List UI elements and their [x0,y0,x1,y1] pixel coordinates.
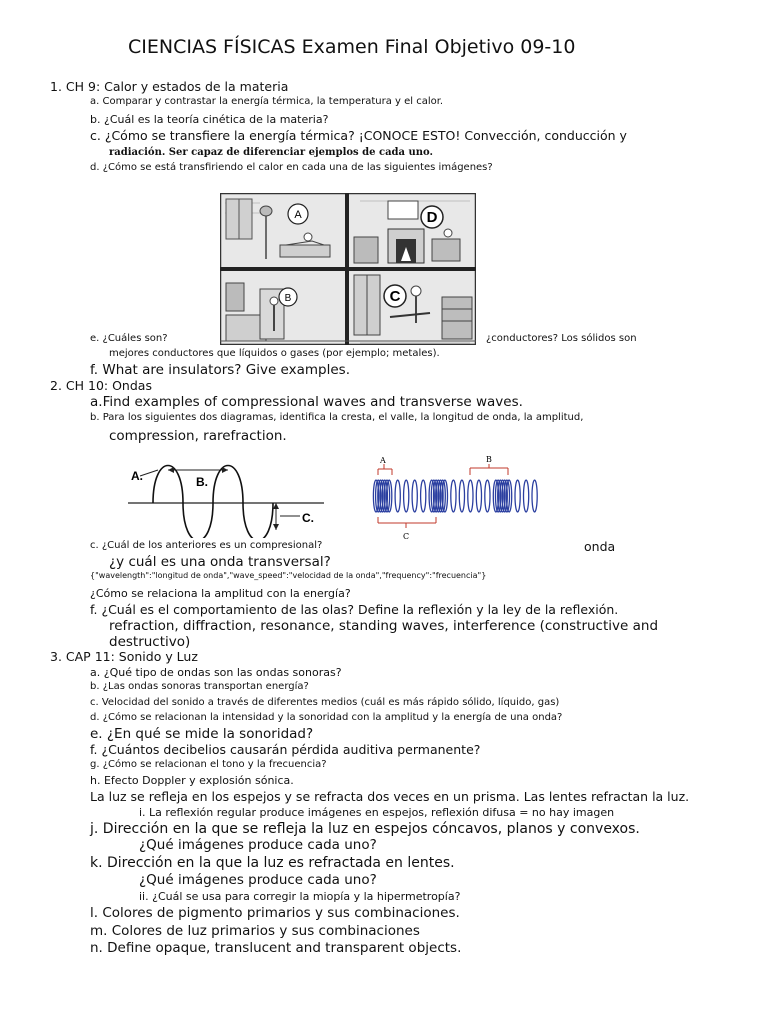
item-1b: b. ¿Cuál es la teoría cinética de la materia? [90,113,329,126]
item-3m: m. Colores de luz primarios y sus combinaciones [90,923,420,939]
item-2c-line2: ¿y cuál es una onda transversal? [109,554,331,570]
item-1e-right: ¿conductores? Los sólidos son [486,333,637,344]
item-1c-line2: radiación. Ser capaz de diferenciar ejemplos de cada uno. [109,147,434,158]
item-3j: j. Dirección en la que se refleja la luz en espejos cóncavos, planos y convexos. [90,821,640,837]
coil-loop [468,480,473,512]
item-2c: c. ¿Cuál de los anteriores es un compresional? [90,540,323,551]
item-3n: n. Define opaque, translucent and transparent objects. [90,940,462,956]
item-1c-line1: c. ¿Cómo se transfiere la energía térmica? ¡CONOCE ESTO! Convección, conducción y [90,128,627,143]
item-2b: b. Para los siguientes dos diagramas, identifica la cresta, el valle, la longitud de onda, la amplitud, [90,412,584,423]
coil-loop [532,480,537,512]
item-2f-line3: destructivo) [109,634,191,650]
coil-loop [515,480,520,512]
item-1d: d. ¿Cómo se está transfiriendo el calor en cada una de las siguientes imágenes? [90,162,493,173]
section-1-heading: 1. CH 9: Calor y estados de la materia [50,79,289,94]
coil-loop [476,480,481,512]
item-3e: e. ¿En qué se mide la sonoridad? [90,726,314,742]
coil-loop [451,480,456,512]
heat-transfer-house-illustration [220,193,476,345]
item-1f: f. What are insulators? Give examples. [90,362,350,378]
coil-loop [421,480,426,512]
house-label-b: B [284,293,292,304]
item-3k: k. Dirección en la que la luz es refractada en lentes. [90,855,455,871]
item-2c-right: onda [584,539,616,554]
item-2f-line2: refraction, diffraction, resonance, standing waves, interference (constructive and [109,618,659,634]
item-1a: a. Comparar y contrastar la energía térmica, la temperatura y el calor. [90,96,444,107]
coil-label-a: A [380,456,386,465]
item-3f: f. ¿Cuántos decibelios causarán pérdida auditiva permanente? [90,742,481,757]
coil-loop [485,480,490,512]
item-3c: c. Velocidad del sonido a través de diferentes medios (cuál es más rápido sólido, líquido, gas) [90,697,560,708]
house-label-a: A [294,209,302,221]
item-3k-line2: ¿Qué imágenes produce cada uno? [139,872,377,888]
item-3ii: ii. ¿Cuál se usa para corregir la miopía y la hipermetropía? [139,890,461,903]
transverse-wave-diagram [128,458,328,538]
coil-label-b: B [486,455,492,464]
glossary-json-line: {"wavelength":"longitud de onda","wave_speed":"velocidad de la onda","frequency":"frecuencia"} [90,571,487,580]
item-3l: l. Colores de pigmento primarios y sus combinaciones. [90,905,460,921]
light-statement: La luz se refleja en los espejos y se refracta dos veces en un prisma. Las lentes refractan la luz. [90,789,690,804]
house-label-d: D [426,209,438,226]
item-3d: d. ¿Cómo se relacionan la intensidad y la sonoridad con la amplitud y la energía de una onda? [90,712,563,723]
section-3-heading: 3. CAP 11: Sonido y Luz [50,649,198,664]
item-3b: b. ¿Las ondas sonoras transportan energía? [90,681,309,692]
house-label-c: C [389,288,401,305]
item-3j-line2: ¿Qué imágenes produce cada uno? [139,837,377,853]
section-2-heading: 2. CH 10: Ondas [50,378,152,393]
page-title: CIENCIAS FÍSICAS Examen Final Objetivo 09-10 [128,36,576,58]
item-2b-line2: compression, rarefraction. [109,428,287,444]
item-3g: g. ¿Cómo se relacionan el tono y la frecuencia? [90,759,327,770]
item-2a: a.Find examples of compressional waves and transverse waves. [90,394,523,410]
coil-label-c: C [403,532,410,541]
item-3a: a. ¿Qué tipo de ondas son las ondas sonoras? [90,666,342,679]
item-3i: i. La reflexión regular produce imágenes en espejos, reflexión difusa = no hay imagen [139,806,615,819]
coil-loop [459,480,464,512]
coil-loop [404,480,409,512]
wave-label-a: A. [131,469,143,483]
coil-loop [395,480,400,512]
wave-label-c: C. [302,511,314,525]
item-1e-line2: mejores conductores que líquidos o gases (por ejemplo; metales). [109,348,440,359]
compressional-wave-diagram [370,452,570,542]
coil-loop [524,480,529,512]
item-3h: h. Efecto Doppler y explosión sónica. [90,774,294,787]
item-2f: f. ¿Cuál es el comportamiento de las olas? Define la reflexión y la ley de la reflexión. [90,602,619,617]
item-2e: ¿Cómo se relaciona la amplitud con la energía? [90,587,351,600]
item-1e: e. ¿Cuáles son? [90,333,168,344]
wave-label-b: B. [196,475,208,489]
coil-loop [412,480,417,512]
